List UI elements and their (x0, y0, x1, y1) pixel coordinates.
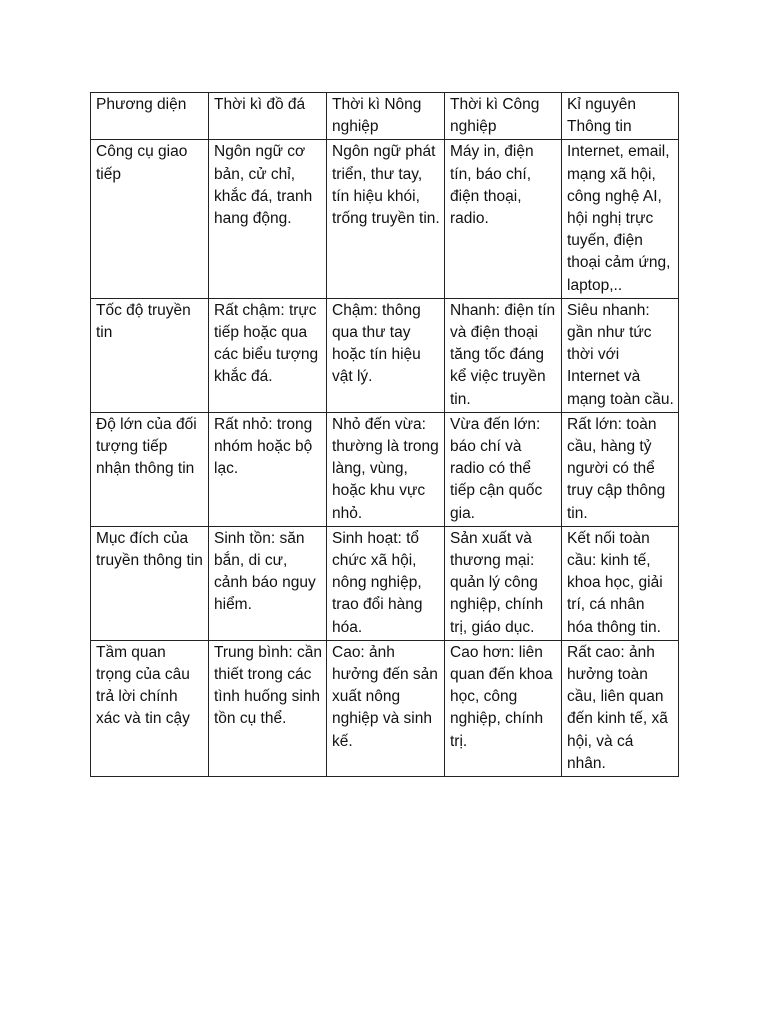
table-cell: Sinh tồn: săn bắn, di cư, cảnh báo nguy hiểm. (209, 526, 327, 640)
table-cell: Rất cao: ảnh hưởng toàn cầu, liên quan đến kinh tế, xã hội, và cá nhân. (562, 640, 679, 776)
table-row (91, 526, 679, 640)
header-row (91, 93, 679, 140)
table-cell: Cao: ảnh hưởng đến sản xuất nông nghiệp và sinh kế. (327, 640, 445, 776)
header-cell-information-age: Kỉ nguyên Thông tin (562, 93, 679, 140)
comparison-table (90, 92, 679, 777)
table-cell: Kết nối toàn cầu: kinh tế, khoa học, giải trí, cá nhân hóa thông tin. (562, 526, 679, 640)
table-cell: Ngôn ngữ cơ bản, cử chỉ, khắc đá, tranh hang động. (209, 140, 327, 298)
table-row (91, 640, 679, 776)
table-row (91, 298, 679, 412)
table-cell: Rất lớn: toàn cầu, hàng tỷ người có thể truy cập thông tin. (562, 412, 679, 526)
table-cell: Rất chậm: trực tiếp hoặc qua các biểu tượng khắc đá. (209, 298, 327, 412)
row-label-cell: Tầm quan trọng của câu trả lời chính xác và tin cậy (91, 640, 209, 776)
row-label-cell: Độ lớn của đối tượng tiếp nhận thông tin (91, 412, 209, 526)
header-cell-industrial-era: Thời kì Công nghiệp (445, 93, 562, 140)
table-cell: Ngôn ngữ phát triển, thư tay, tín hiệu khói, trống truyền tin. (327, 140, 445, 298)
table-cell: Cao hơn: liên quan đến khoa học, công nghiệp, chính trị. (445, 640, 562, 776)
table-cell: Sản xuất và thương mại: quản lý công nghiệp, chính trị, giáo dục. (445, 526, 562, 640)
table-cell: Sinh hoạt: tổ chức xã hội, nông nghiệp, trao đổi hàng hóa. (327, 526, 445, 640)
row-label-cell: Công cụ giao tiếp (91, 140, 209, 298)
table-cell: Rất nhỏ: trong nhóm hoặc bộ lạc. (209, 412, 327, 526)
header-cell-stone-age: Thời kì đồ đá (209, 93, 327, 140)
table-cell: Internet, email, mạng xã hội, công nghệ AI, hội nghị trực tuyến, điện thoại cảm ứng, laptop,.. (562, 140, 679, 298)
header-cell-aspect: Phương diện (91, 93, 209, 140)
table-cell: Máy in, điện tín, báo chí, điện thoại, radio. (445, 140, 562, 298)
table-row (91, 140, 679, 298)
table-cell: Chậm: thông qua thư tay hoặc tín hiệu vật lý. (327, 298, 445, 412)
header-cell-agricultural-era: Thời kì Nông nghiệp (327, 93, 445, 140)
table-cell: Siêu nhanh: gần như tức thời với Internet và mạng toàn cầu. (562, 298, 679, 412)
table-cell: Nhanh: điện tín và điện thoại tăng tốc đáng kể việc truyền tin. (445, 298, 562, 412)
table-cell: Trung bình: cần thiết trong các tình huống sinh tồn cụ thể. (209, 640, 327, 776)
row-label-cell: Tốc độ truyền tin (91, 298, 209, 412)
table-cell: Nhỏ đến vừa: thường là trong làng, vùng, hoặc khu vực nhỏ. (327, 412, 445, 526)
table-cell: Vừa đến lớn: báo chí và radio có thể tiếp cận quốc gia. (445, 412, 562, 526)
row-label-cell: Mục đích của truyền thông tin (91, 526, 209, 640)
table-row (91, 412, 679, 526)
